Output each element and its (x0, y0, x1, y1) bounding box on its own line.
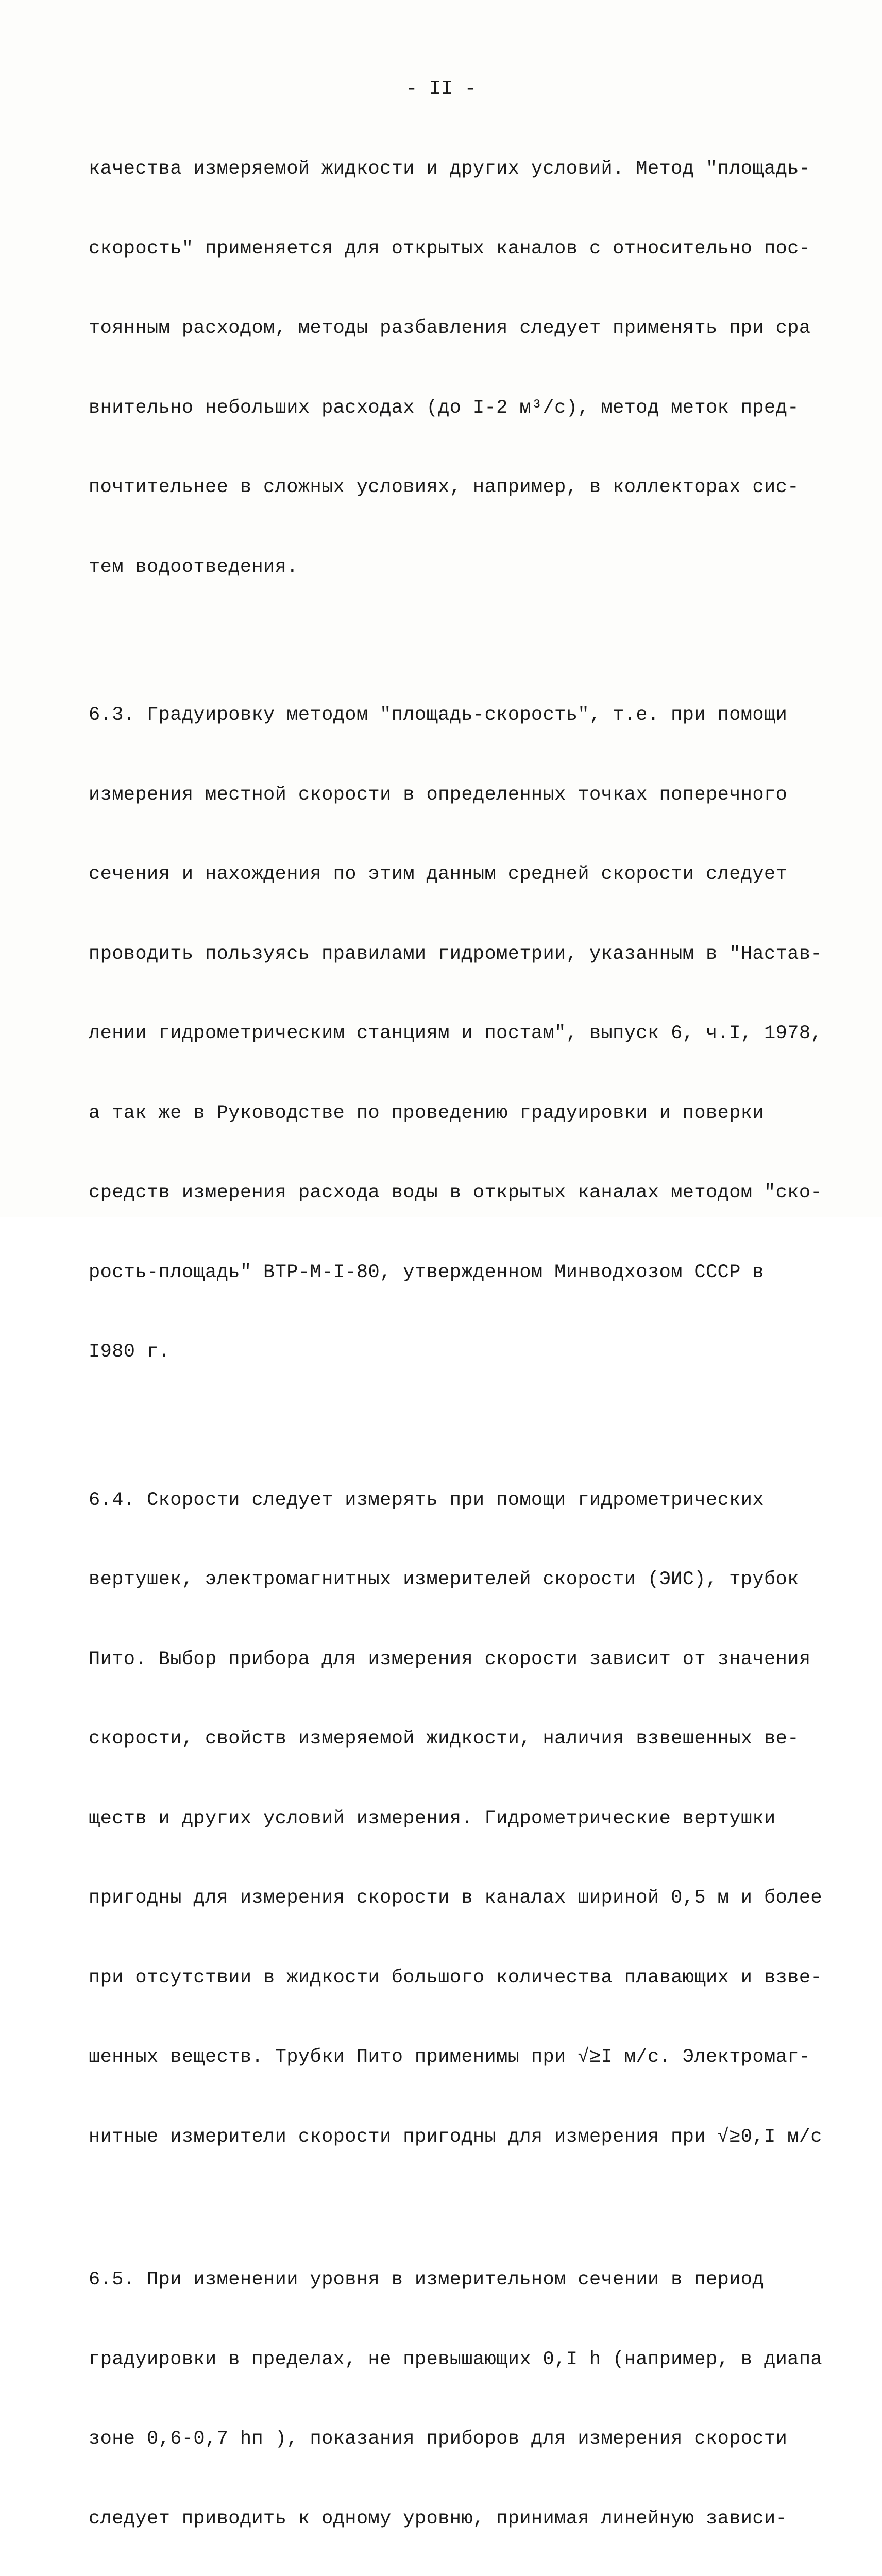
body-text (89, 103, 823, 2576)
text-line: следует приводить к одному уровню, принимая линейную зависи- (89, 2507, 788, 2530)
page-number: - II - (405, 78, 477, 100)
text-line: средств измерения расхода воды в открытых каналах методом "ско- (89, 1182, 823, 1204)
text-line: вертушек, электромагнитных измерителей скорости (ЭИС), трубок (89, 1569, 799, 1590)
text-line: 6.3. Градуировку методом "площадь-скорость", т.е. при помощи (89, 704, 788, 726)
text-line: лении гидрометрическим станциям и постам", выпуск 6, ч.I, 1978, (89, 1023, 823, 1044)
paragraph-6-4 (89, 1434, 823, 2204)
text-line: почтительнее в сложных условиях, например, в коллекторах сис- (89, 477, 799, 498)
text-line: ществ и других условий измерения. Гидрометрические вертушки (89, 1807, 776, 1829)
text-line: измерения местной скорости в определенных точках поперечного (89, 784, 788, 806)
text-line: градуировки в пределах, не превышающих 0,I h (например, в диапа (89, 2348, 823, 2370)
paragraph-6-2-continuation (89, 103, 811, 634)
text-line: проводить пользуясь правилами гидрометрии, указанным в "Настав- (89, 943, 823, 965)
text-line: сечения и нахождения по этим данным средней скорости следует (89, 863, 788, 885)
text-line: качества измеряемой жидкости и других условий. Метод "площадь- (89, 158, 811, 180)
text-line: 6.5. При изменении уровня в измерительном сечении в период (89, 2269, 765, 2291)
text-line: тем водоотведения. (89, 556, 298, 578)
text-line: Пито. Выбор прибора для измерения скорости зависит от значения (89, 1648, 811, 1670)
text-line: рость-площадь" ВТР-М-I-80, утвержденном Минводхозом СССР в (89, 1261, 765, 1283)
text-line: скорости, свойств измеряемой жидкости, наличия взвешенных ве- (89, 1728, 799, 1750)
text-line: I980 г. (89, 1341, 171, 1363)
text-line: внительно небольших расходах (до I-2 м³/с), метод меток пред- (89, 397, 799, 419)
text-line: зоне 0,6-0,7 hп ), показания приборов для измерения скорости (89, 2428, 788, 2450)
text-line: пригодны для измерения скорости в каналах шириной 0,5 м и более (89, 1887, 823, 1909)
text-line: тоянным расходом, методы разбавления следует применять при сра (89, 317, 811, 339)
text-line: а так же в Руководстве по проведению градуировки и поверки (89, 1102, 765, 1124)
text-line: шенных веществ. Трубки Пито применимы при √≥I м/с. Электромаг- (89, 2046, 811, 2068)
paragraph-6-5 (89, 2214, 823, 2576)
text-line: скорость" применяется для открытых каналов с относительно пос- (89, 238, 811, 260)
paragraph-6-3 (89, 649, 823, 1419)
text-line: при отсутствии в жидкости большого количества плавающих и взве- (89, 1967, 823, 1989)
text-line: нитные измерители скорости пригодны для измерения при √≥0,I м/с (89, 2126, 823, 2148)
text-line: 6.4. Скорости следует измерять при помощи гидрометрических (89, 1489, 765, 1511)
